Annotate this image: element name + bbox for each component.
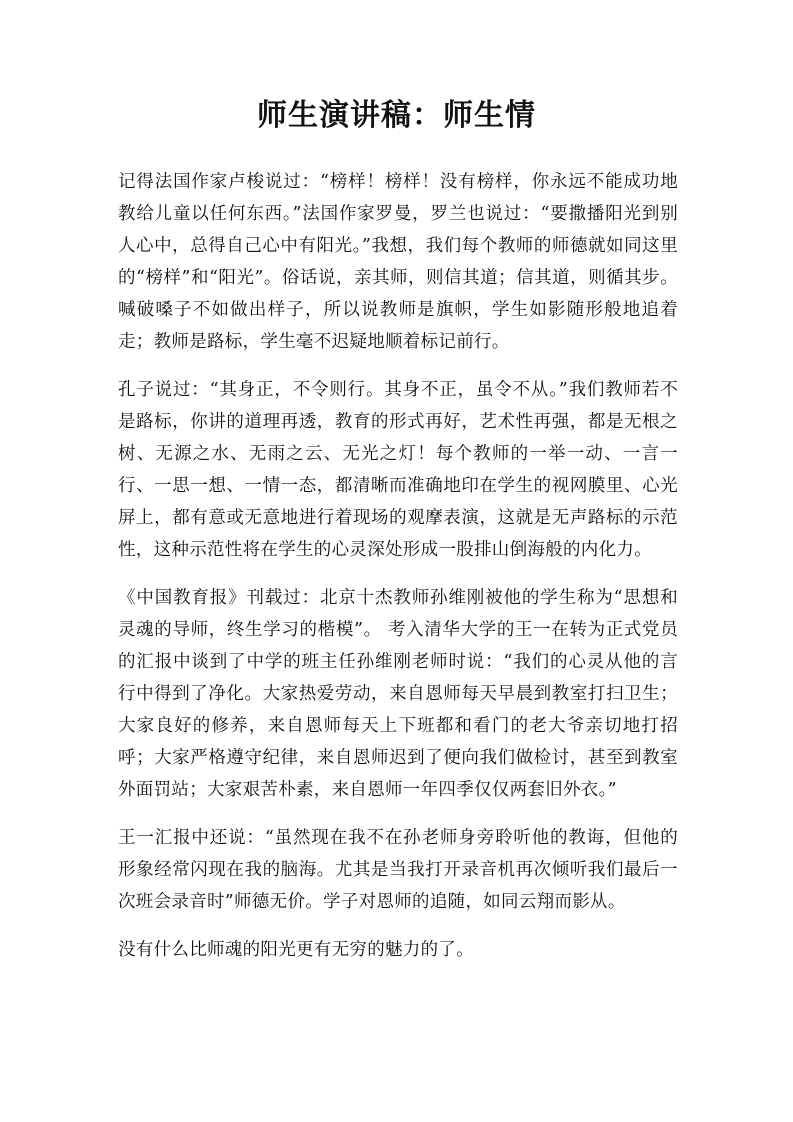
paragraph-5: 没有什么比师魂的阳光更有无穷的魅力的了。: [118, 940, 474, 960]
paragraph-3: 《中国教育报》刊载过：北京十杰教师孙维刚被他的学生称为“思想和灵魂的导师，终生学习的楷模”。 考入清华大学的王一在转为正式党员的汇报中谈到了中学的班主任孙维刚老师时说：“我们的心灵从他的言行中得到了净化。大家热爱劳动，来自恩师每天早晨到教室打扫卫生；大家良好的修养，来自恩师每天上下班都和看门的老大爷亲切地打招呼；大家严格遵守纪律，来自恩师迟到了便向我们做检讨，甚至到教室外面罚站；大家艰苦朴素，来自恩师一年四季仅仅两套旧外衣。”: [118, 588, 678, 800]
document-title: 师生演讲稿：师生情: [257, 98, 536, 133]
paragraph-1: 记得法国作家卢梭说过：“榜样！榜样！没有榜样，你永远不能成功地教给儿童以任何东西。”法国作家罗曼，罗兰也说过：“要撒播阳光到别人心中，总得自己心中有阳光。”我想，我们每个教师的师德就如同这里的“榜样”和“阳光”。俗话说，亲其师，则信其道；信其道，则循其步。喊破嗓子不如做出样子，所以说教师是旗帜，学生如影随形般地追着走；教师是路标，学生毫不迟疑地顺着标记前行。: [118, 172, 678, 352]
paragraph-2: 孔子说过：“其身正，不令则行。其身不正，虽令不从。”我们教师若不是路标，你讲的道理再透，教育的形式再好，艺术性再强，都是无根之树、无源之水、无雨之云、无光之灯！每个教师的一举一动、一言一行、一思一想、一情一态，都清晰而准确地印在学生的视网膜里、心光屏上，都有意或无意地进行着现场的观摩表演，这就是无声路标的示范性，这种示范性将在学生的心灵深处形成一股排山倒海般的内化力。: [118, 380, 678, 560]
document-body: [118, 166, 678, 982]
paragraph-4: 王一汇报中还说：“虽然现在我不在孙老师身旁聆听他的教诲，但他的形象经常闪现在我的脑海。尤其是当我打开录音机再次倾听我们最后一次班会录音时”师德无价。学子对恩师的追随，如同云翔而影从。: [118, 828, 678, 912]
